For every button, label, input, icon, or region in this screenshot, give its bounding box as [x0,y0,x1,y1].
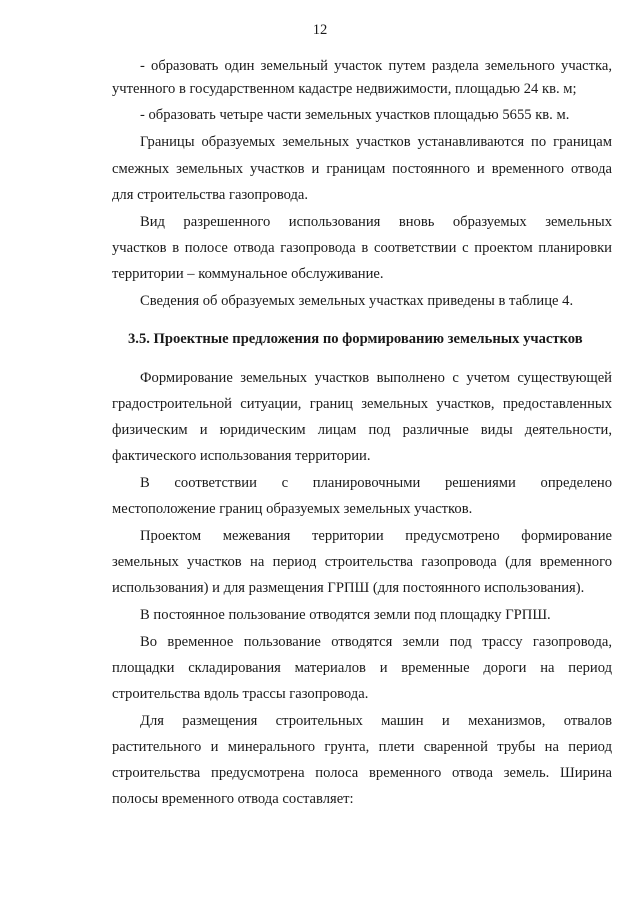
text-line: Границы образуемых земельных участков устанавливаются по границам [140,134,612,150]
text-line: полосы временного отвода составляет: [112,791,354,807]
text-line: Проектом межевания территории предусмотрено формирование [140,528,612,544]
text-line: В постоянное пользование отводятся земли под площадку ГРПШ. [140,607,551,623]
text-line: местоположение границ образуемых земельных участков. [112,501,473,517]
text-line: Формирование земельных участков выполнено с учетом существующей [140,370,612,386]
text-line: участков в полосе отвода газопровода в соответствии с проектом планировки [112,240,612,256]
text-line: для строительства газопровода. [112,187,309,203]
text-line: строительства вдоль трассы газопровода. [112,686,369,702]
text-line: Сведения об образуемых земельных участках приведены в таблице 4. [140,293,574,309]
text-line: растительного и минерального грунта, плети сваренной трубы на период [112,739,612,755]
text-line: использования) и для размещения ГРПШ (для постоянного использования). [112,580,585,596]
text-line: Для размещения строительных машин и механизмов, отвалов [140,713,612,729]
text-line: - образовать один земельный участок путем раздела земельного участка, [140,58,612,74]
text-line: Во временное пользование отводятся земли под трассу газопровода, [140,634,612,650]
text-line: территории – коммунальное обслуживание. [112,266,384,282]
text-line: земельных участков на период строительства газопровода (для временного [112,554,612,570]
text-line: физическим и юридическим лицам под различные виды деятельности, [112,422,612,438]
text-line: Вид разрешенного использования вновь образуемых земельных [140,214,612,230]
text-line: градостроительной ситуации, границ земельных участков, предоставленных [112,396,612,412]
text-line: учтенного в государственном кадастре недвижимости, площадью 24 кв. м; [112,81,577,97]
text-line: строительства предусмотрена полоса временного отвода земель. Ширина [112,765,612,781]
section-heading: 3.5. Проектные предложения по формированию земельных участков [128,331,583,347]
text-line: смежных земельных участков и границам постоянного и временного отвода [112,161,612,177]
text-line: площадки складирования материалов и временные дороги на период [112,660,612,676]
page-number: 12 [312,22,328,38]
text-line: фактического использования территории. [112,448,371,464]
text-line: В соответствии с планировочными решениями определено [140,475,612,491]
text-line: - образовать четыре части земельных участков площадью 5655 кв. м. [140,107,570,123]
